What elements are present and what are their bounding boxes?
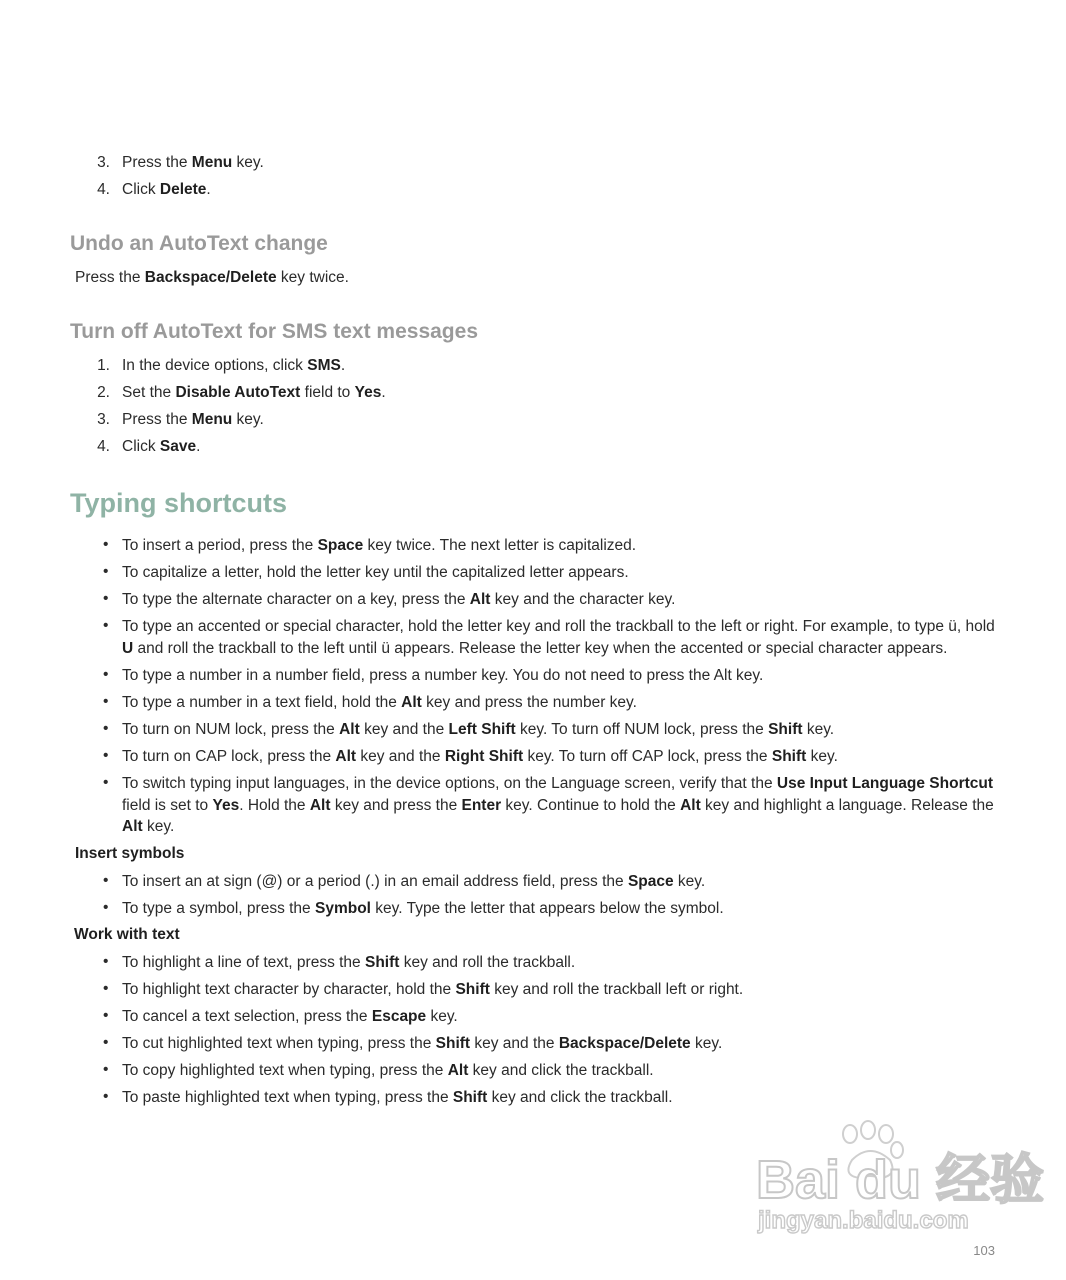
undo-autotext-heading: Undo an AutoText change (70, 232, 328, 255)
work-with-text-heading: Work with text (74, 926, 180, 943)
typing-shortcuts-heading: Typing shortcuts (70, 488, 288, 518)
insert-symbols-heading: Insert symbols (75, 845, 185, 862)
watermark-url: jingyan.baidu.com (758, 1207, 969, 1234)
undo-autotext-text: Press the Backspace/Delete key twice. (75, 269, 349, 286)
watermark-brand: Bai du 经验 (756, 1150, 1045, 1210)
sms-autotext-heading: Turn off AutoText for SMS text messages (70, 320, 478, 343)
baidu-watermark (752, 1120, 1045, 1240)
document-page: 3. Press the Menu key. 4. Click Delete. Undo an AutoText change Press the Backspace/Delete key twice. Turn off AutoText for SMS text messages 1. In the device options, click SMS. 2. Set the Disable AutoText field to Yes. 3. Press the Menu key. 4. Click Save. Typing shortcuts • To insert a period, press the Space key twice. The next letter is capitalized. • To capitalize a letter, hold the letter key until the capitalized letter appears. • To type the alternate character on a key, press the Alt key and the character key. • To type an accented or special character, hold the letter key and roll the trackball to the left or right. For example, to type ü, hold U and roll the trackball to the left until ü appears. Release the letter key when the accented or special character appears. • To type a number in a number field, press a number key. You do not need to press the Alt key. • To type a number in a text field, hold the Alt key and press the number key. • To turn on NUM lock, press the Alt key and the Left Shift key. To turn off NUM lock, press the Shift key. • To turn on CAP lock, press the Alt key and the Right Shift key. To turn off CAP lock, press the Shift key. • To switch typing input languages, in the device options, on the Language screen, verify that the Use Input Language Shortcut field is set to Yes. Hold the Alt key and press the Enter key. Continue to hold the Alt key and highlight a language. Release the Alt key. Insert symbols • To insert an at sign (@) or a period (.) in an email address field, press the Space key. • To type a symbol, press the Symbol key. Type the letter that appears below the symbol. Work with text • To highlight a line of text, press the Shift key and roll the trackball. • To highlight text character by character, hold the Shift key and roll the trackball left or right. • To cancel a text selection, press the Escape key. • To cut highlighted text when typing, press the Shift key and the Backspace/Delete key. • To copy highlighted text when typing, press the Alt key and click the trackball. • To paste highlighted text when typing, press the Shift key and click the trackball. Bai du 经验 jingyan.baidu.com 103 (70, 154, 1045, 1258)
page-number: 103 (973, 1243, 995, 1258)
paw-icon (752, 1120, 1045, 1240)
